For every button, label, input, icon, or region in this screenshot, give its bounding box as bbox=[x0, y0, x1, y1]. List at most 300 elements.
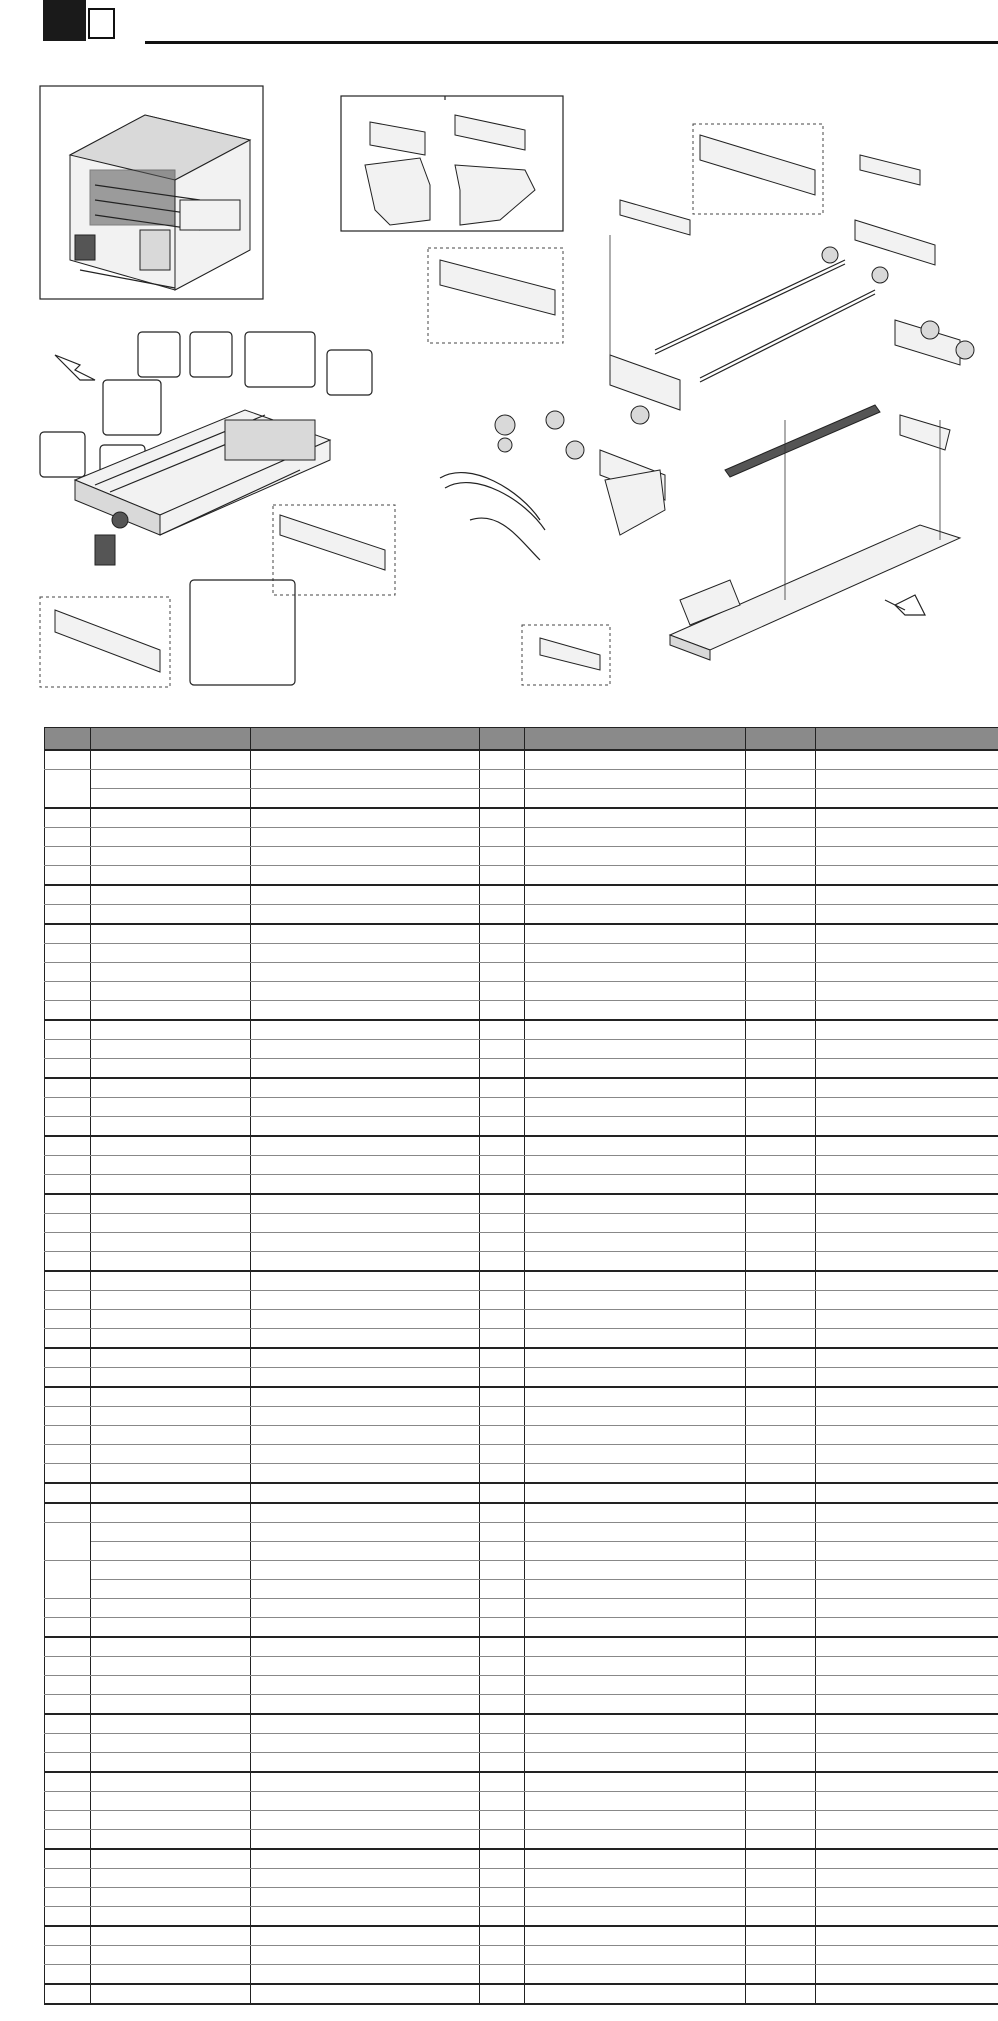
table-cell bbox=[746, 1387, 816, 1407]
table-cell bbox=[45, 1078, 91, 1098]
table-cell bbox=[525, 1445, 746, 1464]
table-cell bbox=[746, 1194, 816, 1214]
table-cell bbox=[525, 1483, 746, 1503]
table-cell bbox=[480, 1676, 525, 1695]
left-conveyor-assembly bbox=[75, 410, 330, 565]
table-cell bbox=[525, 1040, 746, 1059]
table-cell bbox=[746, 1020, 816, 1040]
table-cell bbox=[480, 1368, 525, 1388]
table-cell bbox=[91, 1753, 251, 1773]
table-cell bbox=[91, 1561, 251, 1580]
table-cell bbox=[480, 1271, 525, 1291]
table-cell bbox=[45, 1561, 91, 1580]
table-row bbox=[45, 885, 998, 905]
table-cell bbox=[816, 982, 998, 1001]
table-cell bbox=[746, 1888, 816, 1907]
table-cell bbox=[480, 1772, 525, 1792]
table-cell bbox=[91, 1426, 251, 1445]
table-cell bbox=[91, 770, 251, 789]
table-cell bbox=[525, 1965, 746, 1985]
table-cell bbox=[45, 808, 91, 828]
col-header-2 bbox=[91, 728, 251, 751]
table-cell bbox=[525, 1580, 746, 1599]
table-cell bbox=[251, 1156, 480, 1175]
col-header-5 bbox=[525, 728, 746, 751]
table-cell bbox=[251, 1310, 480, 1329]
table-cell bbox=[746, 982, 816, 1001]
col-header-7 bbox=[816, 728, 998, 751]
table-cell bbox=[251, 1368, 480, 1388]
table-cell bbox=[816, 1368, 998, 1388]
table-cell bbox=[480, 1059, 525, 1079]
parts-list-table bbox=[44, 727, 998, 2005]
table-cell bbox=[251, 1020, 480, 1040]
table-row bbox=[45, 1407, 998, 1426]
table-cell bbox=[816, 1329, 998, 1349]
table-cell bbox=[525, 1561, 746, 1580]
table-cell bbox=[251, 1445, 480, 1464]
table-cell bbox=[746, 866, 816, 886]
table-cell bbox=[746, 1849, 816, 1869]
table-cell bbox=[91, 1136, 251, 1156]
table-row bbox=[45, 1464, 998, 1484]
table-cell bbox=[251, 1387, 480, 1407]
table-cell bbox=[91, 1695, 251, 1715]
table-cell bbox=[525, 770, 746, 789]
table-cell bbox=[480, 1580, 525, 1599]
table-cell bbox=[746, 1001, 816, 1021]
table-cell bbox=[45, 1214, 91, 1233]
table-cell bbox=[525, 1387, 746, 1407]
table-cell bbox=[746, 1561, 816, 1580]
table-cell bbox=[91, 1175, 251, 1195]
table-cell bbox=[45, 944, 91, 963]
table-cell bbox=[91, 1830, 251, 1850]
table-cell bbox=[251, 1117, 480, 1137]
table-cell bbox=[45, 1637, 91, 1657]
table-row bbox=[45, 1580, 998, 1599]
table-cell bbox=[816, 905, 998, 925]
table-row bbox=[45, 1078, 998, 1098]
table-cell bbox=[525, 1329, 746, 1349]
table-cell bbox=[251, 963, 480, 982]
table-cell bbox=[251, 789, 480, 809]
table-row bbox=[45, 1175, 998, 1195]
table-cell bbox=[746, 1136, 816, 1156]
table-cell bbox=[480, 1830, 525, 1850]
table-cell bbox=[91, 1329, 251, 1349]
table-cell bbox=[91, 1078, 251, 1098]
table-cell bbox=[525, 1907, 746, 1927]
table-row bbox=[45, 1156, 998, 1175]
table-cell bbox=[525, 1599, 746, 1618]
table-cell bbox=[525, 750, 746, 770]
table-cell bbox=[816, 1098, 998, 1117]
section-marker-block bbox=[43, 0, 86, 41]
table-cell bbox=[251, 1503, 480, 1523]
table-cell bbox=[816, 1252, 998, 1272]
table-row bbox=[45, 1599, 998, 1618]
table-cell bbox=[91, 1464, 251, 1484]
table-cell bbox=[251, 1907, 480, 1927]
table-row bbox=[45, 1676, 998, 1695]
table-cell bbox=[480, 905, 525, 925]
table-cell bbox=[746, 1503, 816, 1523]
table-cell bbox=[480, 1291, 525, 1310]
table-cell bbox=[816, 1523, 998, 1542]
table-cell bbox=[91, 924, 251, 944]
table-cell bbox=[251, 1869, 480, 1888]
table-cell bbox=[91, 808, 251, 828]
table-cell bbox=[525, 924, 746, 944]
table-cell bbox=[251, 1849, 480, 1869]
table-cell bbox=[45, 1329, 91, 1349]
table-cell bbox=[746, 1252, 816, 1272]
table-cell bbox=[91, 1483, 251, 1503]
table-cell bbox=[816, 963, 998, 982]
table-cell bbox=[45, 770, 91, 789]
table-cell bbox=[746, 1676, 816, 1695]
table-cell bbox=[816, 1271, 998, 1291]
table-cell bbox=[816, 1542, 998, 1561]
table-cell bbox=[251, 924, 480, 944]
table-row bbox=[45, 789, 998, 809]
table-cell bbox=[45, 1946, 91, 1965]
table-cell bbox=[91, 1040, 251, 1059]
table-cell bbox=[91, 1445, 251, 1464]
table-cell bbox=[816, 1695, 998, 1715]
table-cell bbox=[746, 1811, 816, 1830]
table-cell bbox=[525, 1098, 746, 1117]
table-cell bbox=[91, 1869, 251, 1888]
table-cell bbox=[91, 789, 251, 809]
table-row bbox=[45, 1368, 998, 1388]
table-row bbox=[45, 905, 998, 925]
table-cell bbox=[251, 1772, 480, 1792]
table-cell bbox=[251, 1194, 480, 1214]
table-cell bbox=[525, 1407, 746, 1426]
table-cell bbox=[746, 905, 816, 925]
table-cell bbox=[480, 1001, 525, 1021]
table-row bbox=[45, 1426, 998, 1445]
table-cell bbox=[45, 1926, 91, 1946]
table-cell bbox=[45, 1676, 91, 1695]
table-cell bbox=[45, 1040, 91, 1059]
table-cell bbox=[525, 1753, 746, 1773]
table-cell bbox=[816, 885, 998, 905]
table-cell bbox=[251, 944, 480, 963]
table-cell bbox=[816, 924, 998, 944]
table-cell bbox=[746, 885, 816, 905]
table-cell bbox=[525, 982, 746, 1001]
table-cell bbox=[251, 1792, 480, 1811]
table-row bbox=[45, 1830, 998, 1850]
table-cell bbox=[91, 1271, 251, 1291]
table-cell bbox=[480, 1348, 525, 1368]
table-cell bbox=[251, 1059, 480, 1079]
table-cell bbox=[480, 828, 525, 847]
table-cell bbox=[746, 1869, 816, 1888]
table-cell bbox=[746, 808, 816, 828]
table-row bbox=[45, 1445, 998, 1464]
table-cell bbox=[480, 1117, 525, 1137]
table-cell bbox=[525, 1811, 746, 1830]
table-row bbox=[45, 866, 998, 886]
table-cell bbox=[816, 1946, 998, 1965]
table-cell bbox=[480, 1214, 525, 1233]
table-row bbox=[45, 1792, 998, 1811]
table-cell bbox=[746, 963, 816, 982]
table-cell bbox=[746, 750, 816, 770]
col-header-4 bbox=[480, 728, 525, 751]
table-cell bbox=[480, 1946, 525, 1965]
table-cell bbox=[45, 924, 91, 944]
col-header-1 bbox=[45, 728, 91, 751]
table-cell bbox=[91, 1618, 251, 1638]
table-cell bbox=[746, 1078, 816, 1098]
table-cell bbox=[91, 1849, 251, 1869]
table-cell bbox=[91, 1542, 251, 1561]
table-cell bbox=[251, 1926, 480, 1946]
table-cell bbox=[746, 1348, 816, 1368]
table-cell bbox=[480, 1907, 525, 1927]
table-cell bbox=[91, 1348, 251, 1368]
table-row bbox=[45, 1888, 998, 1907]
table-cell bbox=[91, 1503, 251, 1523]
table-cell bbox=[525, 1078, 746, 1098]
table-cell bbox=[746, 1523, 816, 1542]
table-cell bbox=[816, 1869, 998, 1888]
table-cell bbox=[525, 1136, 746, 1156]
table-cell bbox=[480, 1618, 525, 1638]
table-cell bbox=[480, 1445, 525, 1464]
table-cell bbox=[525, 1542, 746, 1561]
table-cell bbox=[480, 1792, 525, 1811]
table-cell bbox=[91, 828, 251, 847]
table-cell bbox=[816, 1714, 998, 1734]
table-row bbox=[45, 1020, 998, 1040]
table-cell bbox=[816, 1310, 998, 1329]
table-cell bbox=[480, 1020, 525, 1040]
table-cell bbox=[816, 1078, 998, 1098]
table-cell bbox=[816, 1580, 998, 1599]
table-cell bbox=[45, 1483, 91, 1503]
table-cell bbox=[251, 1637, 480, 1657]
table-cell bbox=[480, 770, 525, 789]
table-cell bbox=[525, 1676, 746, 1695]
table-cell bbox=[251, 1001, 480, 1021]
table-cell bbox=[45, 847, 91, 866]
header-rule bbox=[145, 41, 998, 44]
table-cell bbox=[45, 1001, 91, 1021]
table-cell bbox=[251, 847, 480, 866]
table-row bbox=[45, 1001, 998, 1021]
table-cell bbox=[525, 1156, 746, 1175]
table-cell bbox=[45, 1772, 91, 1792]
table-cell bbox=[91, 1714, 251, 1734]
table-cell bbox=[480, 1561, 525, 1580]
table-cell bbox=[525, 1175, 746, 1195]
section-marker-box bbox=[88, 8, 115, 39]
table-cell bbox=[746, 1156, 816, 1175]
table-cell bbox=[45, 1291, 91, 1310]
table-cell bbox=[91, 1523, 251, 1542]
table-cell bbox=[746, 1271, 816, 1291]
table-cell bbox=[45, 1618, 91, 1638]
table-cell bbox=[45, 1753, 91, 1773]
table-cell bbox=[251, 1252, 480, 1272]
table-cell bbox=[91, 1984, 251, 2004]
table-cell bbox=[480, 1136, 525, 1156]
table-row bbox=[45, 1523, 998, 1542]
table-row bbox=[45, 1849, 998, 1869]
table-cell bbox=[816, 847, 998, 866]
table-cell bbox=[45, 1117, 91, 1137]
table-cell bbox=[91, 1233, 251, 1252]
table-cell bbox=[251, 866, 480, 886]
table-cell bbox=[480, 963, 525, 982]
machine-overview-inset bbox=[40, 86, 263, 299]
table-cell bbox=[251, 1695, 480, 1715]
table-cell bbox=[91, 1310, 251, 1329]
table-cell bbox=[251, 808, 480, 828]
table-cell bbox=[480, 750, 525, 770]
table-cell bbox=[480, 1965, 525, 1985]
table-cell bbox=[480, 982, 525, 1001]
table-cell bbox=[45, 1156, 91, 1175]
table-cell bbox=[480, 1252, 525, 1272]
table-cell bbox=[816, 1233, 998, 1252]
table-cell bbox=[525, 1618, 746, 1638]
table-cell bbox=[480, 924, 525, 944]
table-cell bbox=[525, 1271, 746, 1291]
table-cell bbox=[251, 1426, 480, 1445]
table-cell bbox=[480, 1984, 525, 2004]
table-cell bbox=[525, 1734, 746, 1753]
table-cell bbox=[816, 1117, 998, 1137]
table-cell bbox=[45, 866, 91, 886]
table-cell bbox=[45, 1984, 91, 2004]
table-cell bbox=[746, 1445, 816, 1464]
table-cell bbox=[91, 1580, 251, 1599]
table-cell bbox=[45, 1869, 91, 1888]
table-cell bbox=[480, 1310, 525, 1329]
table-cell bbox=[816, 866, 998, 886]
table-cell bbox=[45, 1811, 91, 1830]
table-cell bbox=[816, 1888, 998, 1907]
table-row bbox=[45, 1869, 998, 1888]
table-cell bbox=[525, 1830, 746, 1850]
table-cell bbox=[746, 789, 816, 809]
table-cell bbox=[525, 1464, 746, 1484]
table-cell bbox=[91, 847, 251, 866]
table-cell bbox=[525, 828, 746, 847]
table-cell bbox=[816, 750, 998, 770]
table-cell bbox=[91, 1657, 251, 1676]
table-cell bbox=[45, 1599, 91, 1618]
table-row bbox=[45, 1503, 998, 1523]
table-cell bbox=[816, 1445, 998, 1464]
table-cell bbox=[480, 808, 525, 828]
table-row bbox=[45, 924, 998, 944]
table-cell bbox=[251, 885, 480, 905]
table-cell bbox=[251, 1734, 480, 1753]
table-cell bbox=[746, 1040, 816, 1059]
table-cell bbox=[45, 1523, 91, 1542]
table-cell bbox=[816, 1676, 998, 1695]
table-cell bbox=[525, 866, 746, 886]
table-cell bbox=[251, 1830, 480, 1850]
table-cell bbox=[251, 1098, 480, 1117]
table-cell bbox=[525, 1001, 746, 1021]
table-cell bbox=[91, 885, 251, 905]
table-cell bbox=[816, 944, 998, 963]
table-cell bbox=[480, 1869, 525, 1888]
exploded-view-illustration bbox=[0, 60, 998, 700]
table-cell bbox=[816, 1599, 998, 1618]
table-cell bbox=[746, 828, 816, 847]
table-cell bbox=[45, 1175, 91, 1195]
table-cell bbox=[746, 1618, 816, 1638]
table-cell bbox=[45, 1059, 91, 1079]
table-cell bbox=[816, 1059, 998, 1079]
table-row bbox=[45, 1734, 998, 1753]
table-cell bbox=[91, 1811, 251, 1830]
table-cell bbox=[816, 1657, 998, 1676]
table-row bbox=[45, 982, 998, 1001]
table-row bbox=[45, 1542, 998, 1561]
table-row bbox=[45, 847, 998, 866]
table-cell bbox=[251, 1464, 480, 1484]
parts-table-header bbox=[45, 728, 998, 751]
table-cell bbox=[746, 1753, 816, 1773]
table-cell bbox=[251, 750, 480, 770]
table-cell bbox=[525, 1714, 746, 1734]
table-cell bbox=[480, 1926, 525, 1946]
table-cell bbox=[91, 1387, 251, 1407]
table-cell bbox=[251, 1965, 480, 1985]
table-cell bbox=[251, 905, 480, 925]
table-cell bbox=[816, 1811, 998, 1830]
table-cell bbox=[525, 1926, 746, 1946]
table-cell bbox=[251, 770, 480, 789]
table-cell bbox=[251, 1676, 480, 1695]
table-cell bbox=[251, 1599, 480, 1618]
table-cell bbox=[45, 1580, 91, 1599]
table-cell bbox=[480, 1194, 525, 1214]
table-cell bbox=[746, 1580, 816, 1599]
table-cell bbox=[45, 1445, 91, 1464]
table-cell bbox=[525, 1426, 746, 1445]
table-row bbox=[45, 1772, 998, 1792]
table-cell bbox=[816, 770, 998, 789]
table-cell bbox=[480, 789, 525, 809]
table-cell bbox=[480, 1849, 525, 1869]
table-row bbox=[45, 944, 998, 963]
table-cell bbox=[816, 1753, 998, 1773]
table-cell bbox=[525, 1348, 746, 1368]
table-cell bbox=[45, 1542, 91, 1561]
table-cell bbox=[525, 1888, 746, 1907]
table-row bbox=[45, 1387, 998, 1407]
table-row bbox=[45, 1965, 998, 1985]
table-row bbox=[45, 808, 998, 828]
table-cell bbox=[525, 1291, 746, 1310]
table-row bbox=[45, 1618, 998, 1638]
table-cell bbox=[91, 1907, 251, 1927]
table-cell bbox=[525, 1020, 746, 1040]
table-cell bbox=[480, 1329, 525, 1349]
